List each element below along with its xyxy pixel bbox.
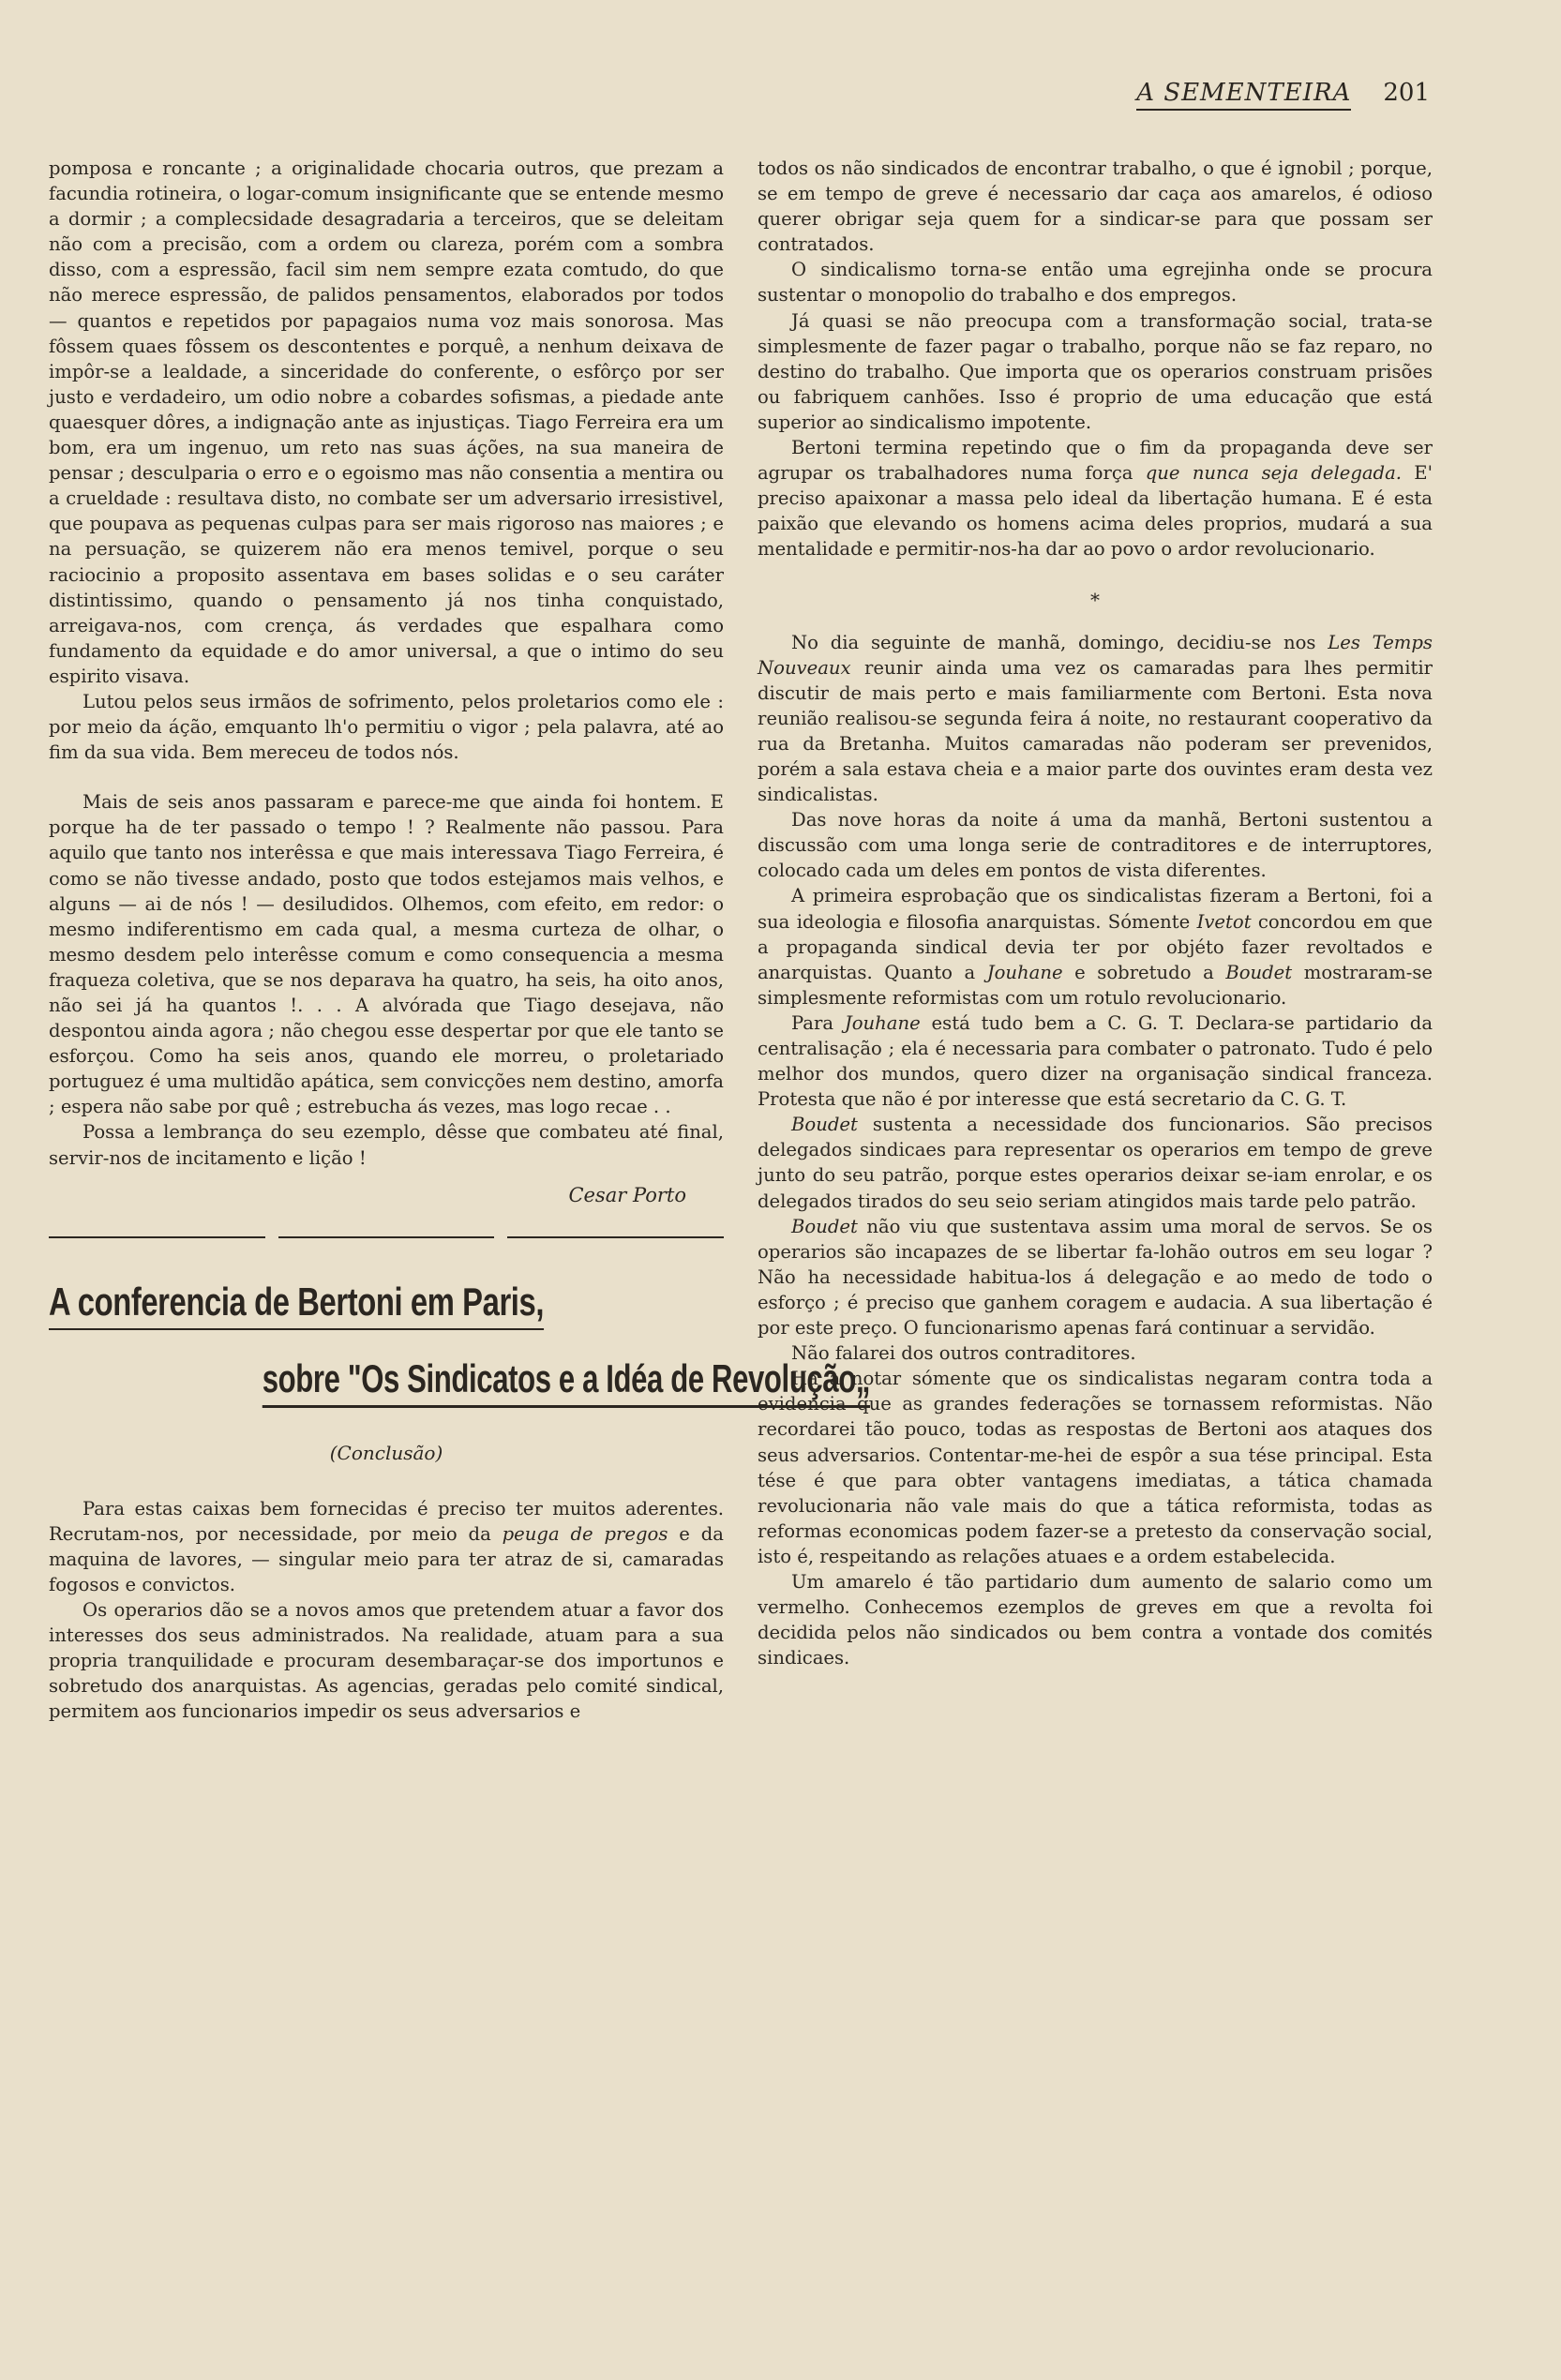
italic-text: Boudet [1225, 961, 1293, 983]
paragraph: Possa a lembrança do seu ezemplo, dêsse que combateu até final, servir-nos de incitamento e lição ! [49, 1121, 724, 1169]
paragraph: Das nove horas da noite á uma da manhã, Bertoni sustentou a discussão com uma longa serie de contraditores e de interruptores, colocado cada um deles em pontos de vista diferentes. [758, 809, 1433, 882]
italic-text: Jouhane [986, 961, 1063, 983]
italic-text: Ivetot [1196, 910, 1252, 933]
article-title-line-1: A conferencia de Bertoni em Paris, [49, 1280, 544, 1330]
paragraph: Não falarei dos outros contraditores. [791, 1342, 1136, 1365]
italic-text: que nunca seja delegada. [1145, 462, 1403, 485]
text-run: e sobretudo a [1062, 961, 1226, 983]
paragraph: pomposa e roncante ; a originalidade chocaria outros, que prezam a facundia rotineira, o logar-comum insignificante que se entende mesmo a dormir ; a complecsidade desagradaria a terceiros, que se deleitam não com a precisão, com a ordem ou clareza, porém com a sombra disso, com a espressão, facil sim nem sempre ezata comtudo, do que não merece espressão, de palidos pensamentos, elaborados por todos — quantos e repetidos por papagaios numa voz mais sonorosa. Mas fôssem quaes fôssem os descontentes e porquê, a nenhum deixava de impôr-se a lealdade, a sinceridade do conferente, o esfôrço por ser justo e verdadeiro, um odio nobre a cobardes sofismas, a piedade ante quaesquer dôres, a indignação ante as injustiças. Tiago Ferreira era um bom, era um ingenuo, um reto nas suas áções, na sua maneira de pensar ; desculparia o erro e o egoismo mas não consentia a mentira ou a crueldade : resultava disto, no combate ser um adversario irresistivel, que poupava as pequenas culpas para ser mais rigoroso nas maiores ; e na persuação, se quizerem não era menos temivel, porque o seu raciocinio a proposito assentava em bases solidas e o seu caráter distintissimo, quando o pensamento já nos tinha conquistado, arreigava-nos, com crença, ás verdades que espalhara como fundamento da equidade e do amor universal, a que o intimo do seu espirito visava. [49, 157, 724, 687]
page-header [1136, 79, 1430, 111]
paragraph [758, 1112, 1433, 1213]
paragraph [758, 883, 1433, 1010]
right-column [758, 156, 1433, 1670]
paragraph [758, 1010, 1433, 1112]
text-run: reunir ainda uma vez os camaradas para lhes permitir discutir de mais perto e mais familiarmente com Bertoni. Esta nova reunião realisou-se segunda feira á noite, no restaurant cooperativo da rua da Bretanha. Muitos camaradas não poderam ser prevenidos, porém a sala estava cheia e a maior parte dos ouvintes eram desta vez sindicalistas. [758, 656, 1433, 806]
italic-text: peuga de pregos [502, 1522, 668, 1545]
divider-line [49, 1236, 265, 1238]
article-subtitle: (Conclusão) [329, 1441, 443, 1464]
divider-line [507, 1236, 724, 1238]
paragraph: Lutou pelos seus irmãos de sofrimento, pelos proletarios como ele : por meio da áção, emquanto lh'o permitiu o vigor ; pela palavra, até ao fim da sua vida. Bem mereceu de todos nós. [49, 690, 724, 764]
paragraph: Mais de seis anos passaram e parece-me que ainda foi hontem. E porque ha de ter passado o tempo ! ? Realmente não passou. Para aquilo que tanto nos interêssa e que mais interessava Tiago Ferreira, é como se não tivesse andado, posto que todos estejamos mais velhos, e alguns — ai de nós ! — desiludidos. Olhemos, com efeito, em redor: o mesmo indiferentismo em cada qual, a mesma curteza de olhar, o mesmo desdem pelo interêsse comum e como consequencia a mesma fraqueza coletiva, que se nos deparava ha quatro, ha seis, ha oito anos, não sei já ha quantos !. . . A alvórada que Tiago desejava, não despontou ainda agora ; não chegou esse despertar por que ele tanto se esforçou. Como ha seis anos, quando ele morreu, o proletariado portuguez é uma multidão apática, sem convicções nem destino, amorfa ; espera não sabe por quê ; estrebucha ás vezes, mas logo recae . . [49, 791, 724, 1118]
paragraph: Os operarios dão se a novos amos que pretendem atuar a favor dos interesses dos seus administrados. Na realidade, atuam para a sua propria tranquilidade e procuram desembaraçar-se dos importunos e sobretudo dos anarquistas. As agencias, geradas pelo comité sindical, permitem aos funcionarios impedir os seus adversarios e [49, 1599, 724, 1723]
text-run: E' preciso apaixonar a massa pelo ideal da libertação humana. E é esta paixão que elevando os homens acima deles proprios, mudará a sua mentalidade e permitir-nos-ha dar ao povo o ardor revolucionario. [758, 462, 1433, 561]
paragraph: O sindicalismo torna-se então uma egrejinha onde se procura sustentar o monopolio do trabalho e dos empregos. [758, 259, 1433, 307]
journal-title: A SEMENTEIRA [1136, 79, 1351, 111]
section-separator: * [1090, 588, 1100, 611]
section-divider [49, 1236, 724, 1238]
text-run: mostraram-se simplesmente reformistas com um rotulo revolucionario. [758, 961, 1433, 1009]
paragraph [49, 1496, 724, 1597]
signature: Cesar Porto [568, 1183, 686, 1206]
paragraph [758, 435, 1433, 561]
italic-text: Boudet [791, 1215, 858, 1237]
paragraph: Já quasi se não preocupa com a transformação social, trata-se simplesmente de fazer pagar o trabalho, porque não se faz reparo, no destino do trabalho. Que importa que os operarios construam prisões ou fabriquem canhões. Isso é proprio de uma educação que está superior ao sindicalismo impotente. [758, 309, 1433, 433]
text-run: Bertoni termina repetindo que o fim da propaganda deve ser agrupar os trabalhadores numa força [758, 437, 1433, 485]
text-run: e da maquina de lavores, — singular meio para ter atraz de si, camaradas fogosos e convictos. [49, 1522, 724, 1595]
text-run: concordou em que a propaganda sindical devia ter por objéto fazer revoltados e anarquistas. Quanto a [758, 910, 1433, 983]
paragraph: Ha a notar sómente que os sindicalistas negaram contra toda a evidencia que as grandes federações se tornassem reformistas. Não recordarei tão pouco, todas as respostas de Bertoni aos ataques dos seus adversarios. Contentar-me-hei de espôr a sua tése principal. Esta tése é que para obter vantagens imediatas, a tática chamada revolucionaria não vale mais do que a tática reformista, todas as reformas economicas podem fazer-se a pretesto da conservação social, isto é, respeitando as relações atuaes e a ordem estabelecida. [758, 1368, 1433, 1567]
divider-line [278, 1236, 495, 1238]
text-run: sustenta a necessidade dos funcionarios. São precisos delegados sindicaes para representar os operarios em tempo de greve junto do seu patrão, porque estes operarios deixar se-iam enrolar, e os delegados tirados do seu seio seriam atingidos mais tarde pelo patrão. [758, 1114, 1433, 1212]
text-run: não viu que sustentava assim uma moral de servos. Se os operarios são incapazes de se libertar fa-lohão outros em seu logar ? Não ha necessidade habitua-los á delegação e ao medo de todo o esforço ; é preciso que ganhem coragem e audacia. A sua libertação é por este preço. O funcionarismo apenas fará continuar a servidão. [758, 1215, 1433, 1340]
text-run: Para [791, 1011, 845, 1034]
text-run: Para estas caixas bem fornecidas é preciso ter muitos aderentes. Recrutam-nos, por necessidade, por meio da [49, 1497, 724, 1545]
paragraph [758, 1214, 1433, 1340]
text-run: No dia seguinte de manhã, domingo, decidiu-se nos [791, 631, 1328, 653]
page-number: 201 [1383, 79, 1430, 107]
text-run: está tudo bem a C. G. T. Declara-se partidario da centralisação ; ela é necessaria para combater o patronato. Tudo é pelo melhor dos mundos, quero dizer na organisação sindical franceza. Protesta que não é por interesse que está secretario da C. G. T. [758, 1011, 1433, 1111]
article-title-line-2 [49, 1355, 871, 1408]
italic-text: Boudet [791, 1114, 858, 1136]
italic-text: Jouhane [844, 1011, 921, 1034]
article-title-line-2-text: sobre "Os Sindicatos e a Idéa de Revolução„ [263, 1356, 870, 1408]
paragraph: Um amarelo é tão partidario dum aumento de salario como um vermelho. Conhecemos ezemplos de greves em que a revolta foi decidida pelos não sindicados ou bem contra a vontade dos comités sindicaes. [758, 1570, 1433, 1669]
paragraph: todos os não sindicados de encontrar trabalho, o que é ignobil ; porque, se em tempo de greve é necessario dar caça aos amarelos, é odioso querer obrigar seja quem for a sindicar-se para que possam ser contratados. [758, 157, 1433, 256]
paragraph [758, 630, 1433, 808]
text-run: A primeira esprobação que os sindicalistas fizeram a Bertoni, foi a sua ideologia e filosofia anarquistas. Sómente [758, 885, 1433, 933]
italic-text: Les Temps Nouveaux [758, 631, 1433, 679]
